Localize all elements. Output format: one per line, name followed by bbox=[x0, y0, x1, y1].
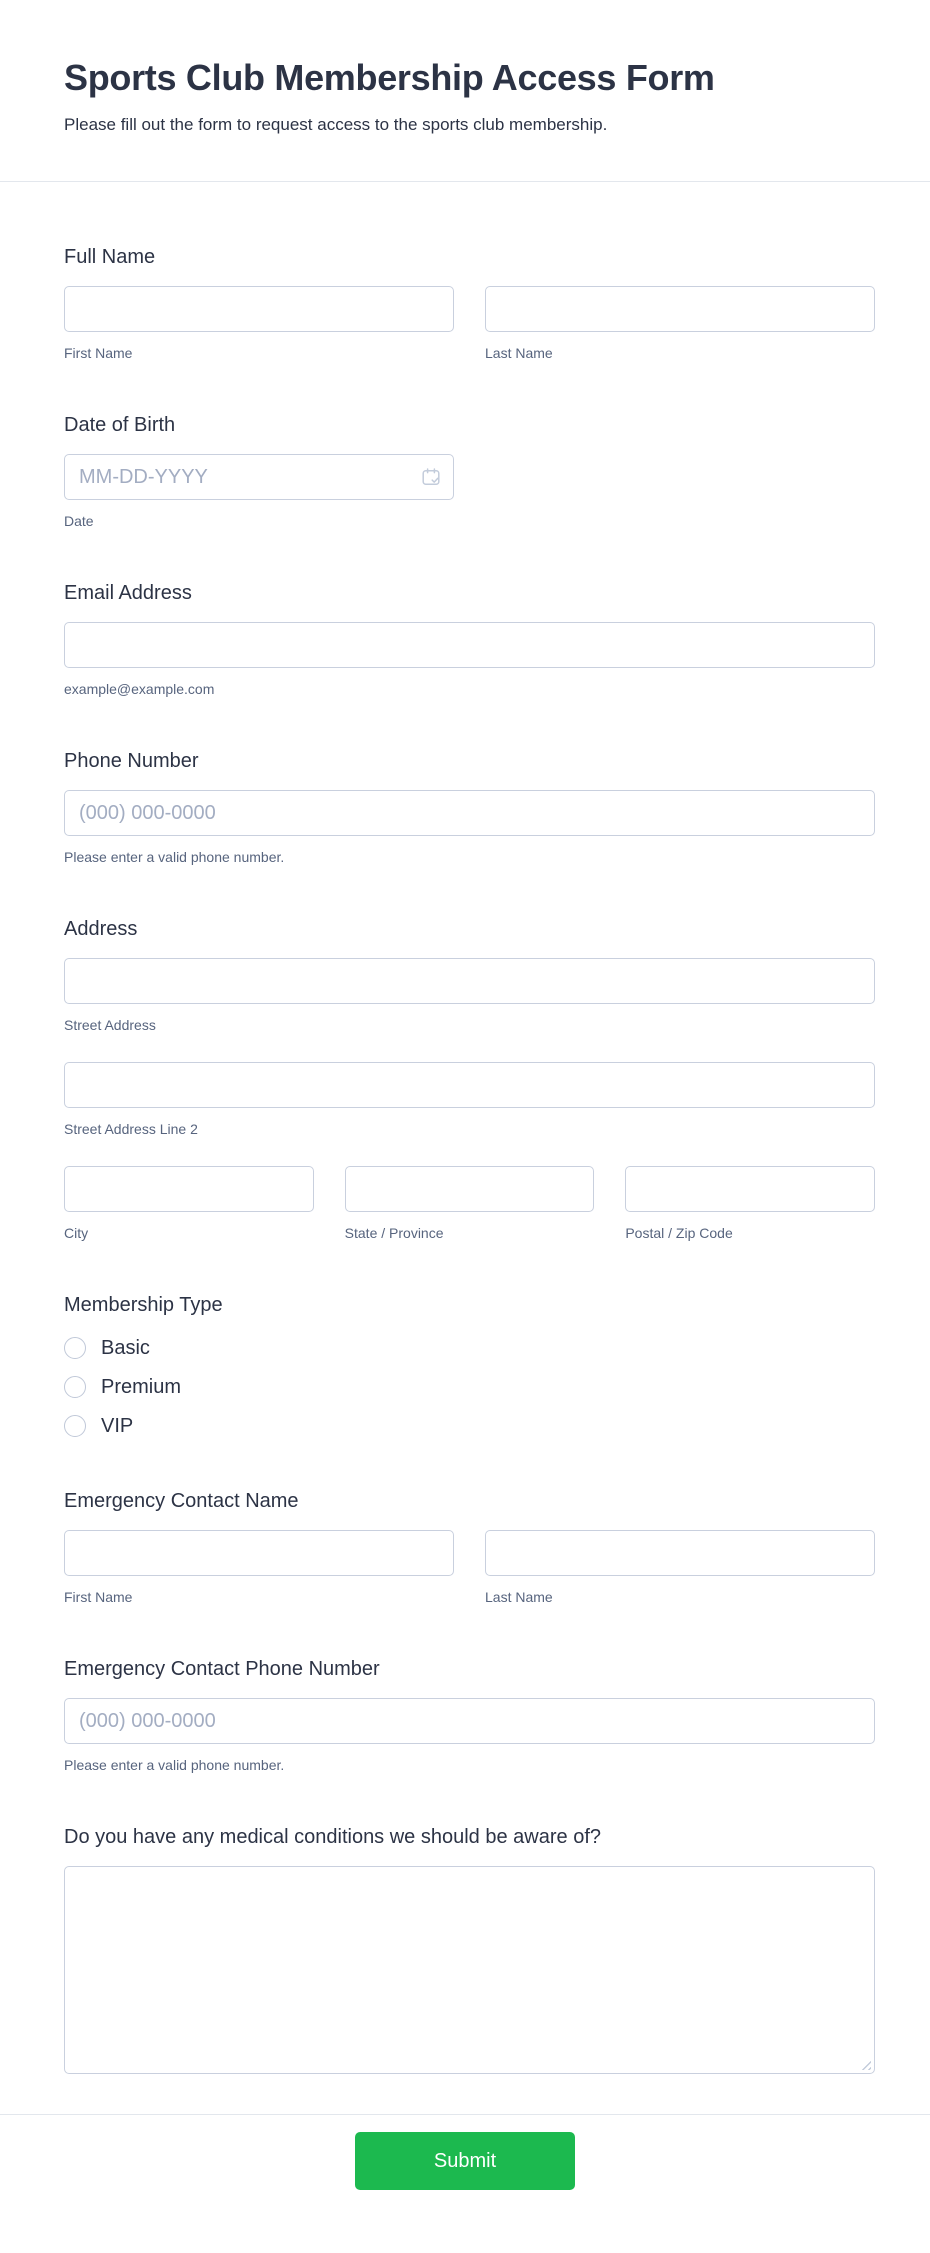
first-name-input[interactable] bbox=[64, 286, 454, 332]
question-full-name bbox=[64, 244, 875, 362]
emergency-first-name-sublabel: First Name bbox=[64, 1589, 133, 1605]
postal-input[interactable] bbox=[625, 1166, 875, 1212]
emergency-last-name-sublabel: Last Name bbox=[485, 1589, 553, 1605]
form-body bbox=[0, 182, 930, 2074]
form-footer bbox=[0, 2114, 930, 2241]
state-input[interactable] bbox=[345, 1166, 595, 1212]
last-name-sublabel: Last Name bbox=[485, 345, 553, 361]
phone-sublabel: Please enter a valid phone number. bbox=[64, 849, 285, 865]
phone-label: Phone Number bbox=[64, 750, 199, 772]
street-address2-input[interactable] bbox=[64, 1062, 875, 1108]
street-address2-row bbox=[64, 1062, 875, 1138]
medical-conditions-label: Do you have any medical conditions we should be aware of? bbox=[64, 1826, 601, 1848]
radio-premium-circle-icon[interactable] bbox=[64, 1376, 86, 1398]
phone-input[interactable] bbox=[64, 790, 875, 836]
first-name-sublabel: First Name bbox=[64, 345, 133, 361]
page-title: Sports Club Membership Access Form bbox=[64, 57, 715, 98]
question-email bbox=[64, 580, 875, 698]
radio-vip-circle-icon[interactable] bbox=[64, 1415, 86, 1437]
question-emergency-contact-phone bbox=[64, 1656, 875, 1774]
state-sublabel: State / Province bbox=[344, 1225, 444, 1241]
emergency-last-name-col bbox=[485, 1530, 875, 1606]
radio-premium-label: Premium bbox=[101, 1376, 182, 1398]
question-address bbox=[64, 916, 875, 1242]
city-state-zip-row bbox=[64, 1166, 875, 1242]
calendar-check-icon[interactable] bbox=[421, 467, 441, 487]
emergency-name-row bbox=[64, 1530, 875, 1606]
street-address-input[interactable] bbox=[64, 958, 875, 1004]
question-phone bbox=[64, 748, 875, 866]
question-date-of-birth bbox=[64, 412, 875, 530]
postal-col bbox=[625, 1166, 875, 1242]
submit-button[interactable]: Submit bbox=[355, 2132, 575, 2190]
radio-vip-label: VIP bbox=[101, 1415, 134, 1437]
first-name-col bbox=[64, 286, 454, 362]
radio-basic-circle-icon[interactable] bbox=[64, 1337, 86, 1359]
membership-radio-group bbox=[64, 1334, 875, 1438]
postal-sublabel: Postal / Zip Code bbox=[625, 1225, 733, 1241]
city-col bbox=[64, 1166, 314, 1242]
dob-input[interactable] bbox=[64, 454, 454, 500]
dob-sublabel: Date bbox=[64, 513, 94, 529]
question-medical-conditions bbox=[64, 1824, 875, 2074]
last-name-col bbox=[485, 286, 875, 362]
street-address2-sublabel: Street Address Line 2 bbox=[64, 1121, 198, 1137]
street-address-row bbox=[64, 958, 875, 1034]
form-header bbox=[0, 0, 930, 182]
city-input[interactable] bbox=[64, 1166, 314, 1212]
medical-textarea-wrap bbox=[64, 1866, 875, 2074]
dob-input-wrap bbox=[64, 454, 454, 500]
question-emergency-contact-name bbox=[64, 1488, 875, 1606]
emergency-phone-label: Emergency Contact Phone Number bbox=[64, 1658, 380, 1680]
address-label: Address bbox=[64, 918, 138, 940]
state-col bbox=[345, 1166, 595, 1242]
question-membership-type bbox=[64, 1292, 875, 1438]
email-label: Email Address bbox=[64, 582, 192, 604]
membership-type-label: Membership Type bbox=[64, 1294, 223, 1316]
emergency-first-name-col bbox=[64, 1530, 454, 1606]
last-name-input[interactable] bbox=[485, 286, 875, 332]
emergency-phone-input[interactable] bbox=[64, 1698, 875, 1744]
medical-conditions-textarea[interactable] bbox=[64, 1866, 875, 2074]
dob-label: Date of Birth bbox=[64, 414, 176, 436]
emergency-last-name-input[interactable] bbox=[485, 1530, 875, 1576]
full-name-row bbox=[64, 286, 875, 362]
radio-basic-label: Basic bbox=[101, 1337, 150, 1359]
radio-option-vip[interactable] bbox=[64, 1414, 875, 1438]
email-sublabel: example@example.com bbox=[64, 681, 215, 697]
emergency-first-name-input[interactable] bbox=[64, 1530, 454, 1576]
emergency-phone-sublabel: Please enter a valid phone number. bbox=[64, 1757, 285, 1773]
email-input[interactable] bbox=[64, 622, 875, 668]
street-address-sublabel: Street Address bbox=[64, 1017, 156, 1033]
page-subtitle: Please fill out the form to request access to the sports club membership. bbox=[64, 115, 608, 134]
radio-option-basic[interactable] bbox=[64, 1336, 875, 1360]
radio-option-premium[interactable] bbox=[64, 1375, 875, 1399]
full-name-label: Full Name bbox=[64, 246, 156, 268]
city-sublabel: City bbox=[64, 1225, 89, 1241]
emergency-name-label: Emergency Contact Name bbox=[64, 1490, 299, 1512]
